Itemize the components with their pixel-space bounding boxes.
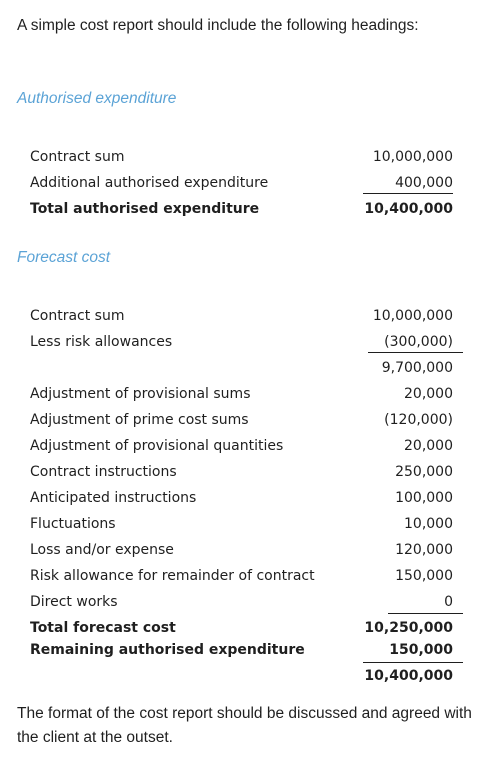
table-row-total: [30, 617, 453, 639]
table-row: [30, 591, 453, 613]
section-heading-authorised-expenditure: Authorised expenditure: [17, 90, 177, 107]
table-row: [30, 539, 453, 561]
row-value: (300,000): [384, 334, 453, 350]
table-row: [30, 565, 453, 587]
row-label: Loss and/or expense: [30, 542, 174, 558]
row-value: 9,700,000: [381, 360, 453, 376]
table-row: [30, 383, 453, 405]
row-label: Contract sum: [30, 149, 125, 165]
row-value: 10,000,000: [372, 149, 453, 165]
row-label: Less risk allowances: [30, 334, 173, 350]
table-row: [30, 172, 453, 194]
row-label: Adjustment of prime cost sums: [30, 412, 249, 428]
row-label: Direct works: [30, 594, 118, 610]
row-value: 250,000: [395, 464, 453, 480]
row-value: 100,000: [395, 490, 453, 506]
row-value: 10,250,000: [364, 620, 453, 636]
row-value: 400,000: [395, 175, 453, 191]
row-value: 10,000,000: [372, 308, 453, 324]
table-row: [30, 409, 453, 431]
row-value: 10,400,000: [364, 201, 453, 217]
subtotal-rule: [368, 352, 463, 353]
outro-paragraph: The format of the cost report should be discussed and agreed with the client at the outset.: [17, 705, 472, 746]
row-label: Adjustment of provisional quantities: [30, 438, 284, 454]
row-label: Fluctuations: [30, 516, 116, 532]
subtotal-rule: [363, 193, 453, 194]
table-row: [30, 513, 453, 535]
row-value: 10,400,000: [364, 668, 453, 684]
row-label: Anticipated instructions: [30, 490, 197, 506]
subtotal-rule: [388, 613, 463, 614]
table-row: [30, 461, 453, 483]
row-value: 20,000: [404, 438, 453, 454]
intro-paragraph: A simple cost report should include the following headings:: [17, 17, 419, 34]
table-row: [30, 331, 453, 353]
row-label: Total authorised expenditure: [30, 201, 260, 217]
table-row: [30, 305, 453, 327]
table-row: [30, 146, 453, 168]
row-label: Risk allowance for remainder of contract: [30, 568, 315, 584]
row-value: 20,000: [404, 386, 453, 402]
row-label: Contract sum: [30, 308, 125, 324]
row-label: Total forecast cost: [30, 620, 176, 636]
row-label: Remaining authorised expenditure: [30, 642, 305, 658]
table-row-total: [30, 639, 453, 661]
table-row-total: [30, 198, 453, 220]
row-value: 0: [444, 594, 453, 610]
table-row: [30, 487, 453, 509]
table-row: [30, 435, 453, 457]
row-value: 150,000: [395, 568, 453, 584]
row-label: Additional authorised expenditure: [30, 175, 269, 191]
section-heading-forecast-cost: Forecast cost: [17, 249, 111, 266]
row-label: Contract instructions: [30, 464, 177, 480]
row-value: (120,000): [384, 412, 453, 428]
table-row: [30, 357, 453, 379]
row-value: 10,000: [404, 516, 453, 532]
subtotal-rule: [363, 662, 463, 663]
row-value: 150,000: [389, 642, 453, 658]
row-value: 120,000: [395, 542, 453, 558]
table-row-grand-total: [30, 665, 453, 687]
row-label: Adjustment of provisional sums: [30, 386, 251, 402]
